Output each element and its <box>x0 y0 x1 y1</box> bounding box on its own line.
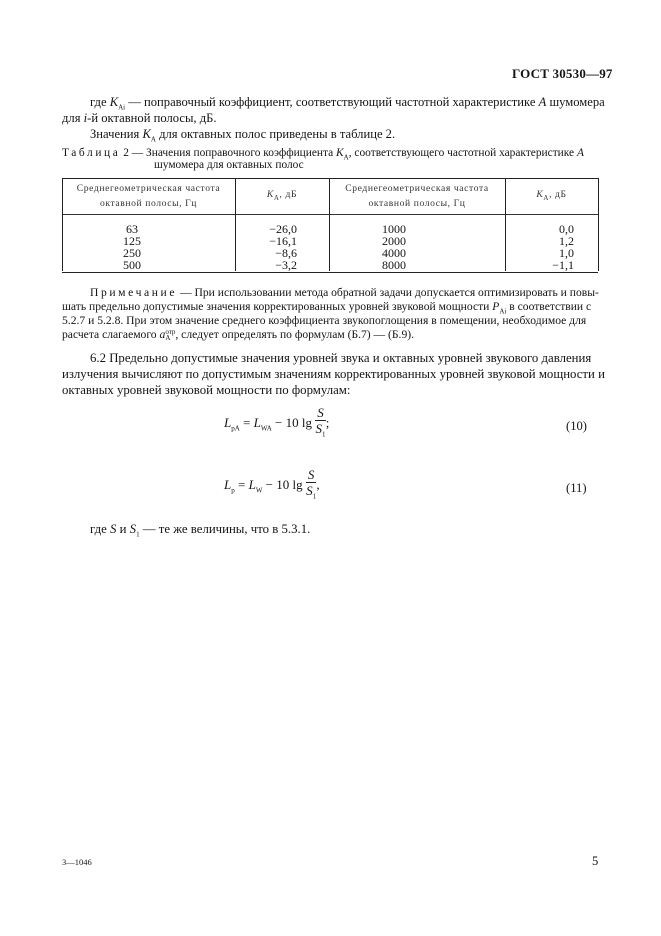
intro-band-text: -й октавной полосы, дБ. <box>87 111 217 125</box>
column-k-left <box>252 223 297 271</box>
intro-text: — поправочный коэффициент, соответствующий частотной характеристике <box>125 95 539 109</box>
table-caption-text: — Значения поправочного коэффициента <box>128 147 337 159</box>
note-text: , следует определять по формулам (Б.7) — (Б.9). <box>175 328 415 341</box>
column-frequency-right <box>374 223 414 271</box>
header-k-sub: A <box>543 193 550 202</box>
note-text: расчета слагаемого <box>62 328 160 341</box>
formula-lhs-sub: pA <box>231 424 240 433</box>
symbol-s1: S <box>129 522 137 536</box>
table-cell: 63 <box>126 222 138 236</box>
header-k-right <box>505 178 598 214</box>
section-6-2-line-2: излучения вычисляют по допустимым значениям корректированных уровней звуковой мощности и <box>62 367 605 381</box>
symbol-p: P <box>492 300 500 313</box>
page-number: 5 <box>592 854 599 868</box>
note-text: — При использовании метода обратной задачи допускается оптимизировать и повы- <box>177 286 599 299</box>
tail-prefix: где <box>90 522 111 536</box>
table-cell: −16,1 <box>269 234 297 248</box>
intro-line-2 <box>62 110 217 126</box>
table-caption-number: 2 <box>123 147 129 159</box>
symbol-alpha-sub: A <box>165 334 171 343</box>
table-cell: 2000 <box>382 234 406 248</box>
symbol-ka: K <box>142 127 151 141</box>
table-cell: 1,0 <box>559 246 574 260</box>
header-frequency-right <box>329 178 505 214</box>
table-cell: 250 <box>123 246 141 260</box>
symbol-k: K <box>109 95 119 109</box>
table-border-right <box>598 178 599 271</box>
header-frequency-line2: октавной полосы, Гц <box>368 198 466 209</box>
fraction-denominator: S <box>306 483 313 498</box>
table-caption <box>62 146 584 165</box>
symbol-p-sub: Ai <box>499 307 507 316</box>
header-k-sub: A <box>273 193 280 202</box>
table-cell: 4000 <box>382 246 406 260</box>
table-cell: 1,2 <box>559 234 574 248</box>
note-text: шать предельно допустимые значения корректированных уровней звуковой мощности <box>62 300 493 313</box>
formula-fraction <box>306 467 320 505</box>
formula-lhs: L <box>224 414 232 430</box>
fraction-denominator-sub: 1 <box>312 492 317 501</box>
table-cell: −26,0 <box>269 222 297 236</box>
formula-operator: − 10 lg <box>271 414 316 430</box>
intro-text-end: шумомера <box>546 95 605 109</box>
header-k-left <box>235 178 329 214</box>
table-caption-label: Таблица <box>62 147 121 159</box>
document-standard-number: ГОСТ 30530—97 <box>512 66 613 81</box>
symbol-s: S <box>110 522 117 536</box>
header-frequency-line1: Среднегеометрическая частота <box>345 183 489 194</box>
intro-where: где <box>90 95 107 109</box>
header-k-unit: , дБ <box>279 188 298 200</box>
fraction-denominator: S <box>315 421 322 436</box>
header-k-symbol: K <box>536 188 544 200</box>
table-cell: −3,2 <box>275 258 297 272</box>
caption-symbol-a: A <box>576 147 584 159</box>
formula-11 <box>224 467 320 505</box>
symbol-i: i <box>83 111 88 125</box>
header-k-symbol: K <box>266 188 274 200</box>
symbol-alpha-sup: отр <box>165 328 176 337</box>
formula-operator: − 10 lg <box>262 476 306 492</box>
symbol-k-sub: Ai <box>118 103 126 112</box>
caption-symbol-k-sub: A <box>343 153 349 162</box>
intro-for: для <box>62 111 84 125</box>
formula-equals: = <box>239 414 254 430</box>
table-cell: 1000 <box>382 222 406 236</box>
note-line-3: 5.2.7 и 5.2.8. При этом значение среднего коэффициента звукопоглощения в помещении, необходимое для <box>62 314 587 327</box>
formula-rhs: L <box>253 414 261 430</box>
formula-rhs: L <box>248 476 256 492</box>
formula-end: ; <box>325 414 330 430</box>
intro-line-3 <box>90 126 395 148</box>
table-cell: −1,1 <box>552 258 574 272</box>
column-k-right <box>530 223 574 271</box>
table-cell: 8000 <box>382 258 406 272</box>
table-caption-line-2: шумомера для октавных полос <box>154 159 304 171</box>
table-caption-text-2: , соответствующего частотной характеристике <box>348 147 577 159</box>
formula-lhs-sub: p <box>231 486 235 495</box>
formula-rhs-sub: W <box>255 486 263 495</box>
values-text: для октавных полос приведены в таблице 2. <box>155 127 396 141</box>
table-cell: 125 <box>123 234 141 248</box>
table-cell: 0,0 <box>559 222 574 236</box>
header-frequency-line1: Среднегеометрическая частота <box>76 183 221 194</box>
note-label: Примечание <box>90 286 178 299</box>
header-frequency-line2: октавной полосы, Гц <box>99 198 198 209</box>
section-6-2-line-1: 6.2 Предельно допустимые значения уровней звука и октавных уровней звукового давления <box>90 351 592 365</box>
caption-symbol-k: K <box>336 147 344 159</box>
section-6-2-line-3: октавных уровней звуковой мощности по формулам: <box>62 383 351 397</box>
symbol-alpha: a <box>159 328 166 341</box>
symbol-s1-sub: 1 <box>136 530 140 539</box>
table-cell: −8,6 <box>275 246 297 260</box>
symbol-ka-sub: A <box>150 135 156 144</box>
note-text: в соответствии с <box>506 300 592 313</box>
formula-fraction <box>315 405 326 443</box>
values-prefix: Значения <box>90 127 143 141</box>
table-cell: 500 <box>123 258 141 272</box>
fraction-numerator: S <box>307 467 315 482</box>
fraction-denominator-sub: 1 <box>321 430 326 439</box>
formula-end: , <box>316 476 320 492</box>
header-k-unit: , дБ <box>549 188 567 200</box>
formula-lhs: L <box>224 476 232 492</box>
k-correction-table <box>62 178 599 272</box>
header-frequency-left <box>62 178 235 214</box>
symbol-a: A <box>538 95 547 109</box>
formula-10-number: (10) <box>566 419 587 433</box>
formula-11-number: (11) <box>566 481 587 495</box>
formula-10 <box>224 405 329 443</box>
formula-equals: = <box>234 476 249 492</box>
tail-line <box>90 521 310 543</box>
tail-and: и <box>116 522 130 536</box>
footer-print-code: 3—1046 <box>62 857 92 867</box>
formula-rhs-sub: WA <box>260 424 272 433</box>
tail-text: — те же величины, что в 5.3.1. <box>139 522 311 536</box>
column-frequency-left <box>112 223 152 271</box>
note-line-4 <box>62 327 414 343</box>
table-header-divider <box>62 214 598 215</box>
fraction-numerator: S <box>317 405 324 420</box>
